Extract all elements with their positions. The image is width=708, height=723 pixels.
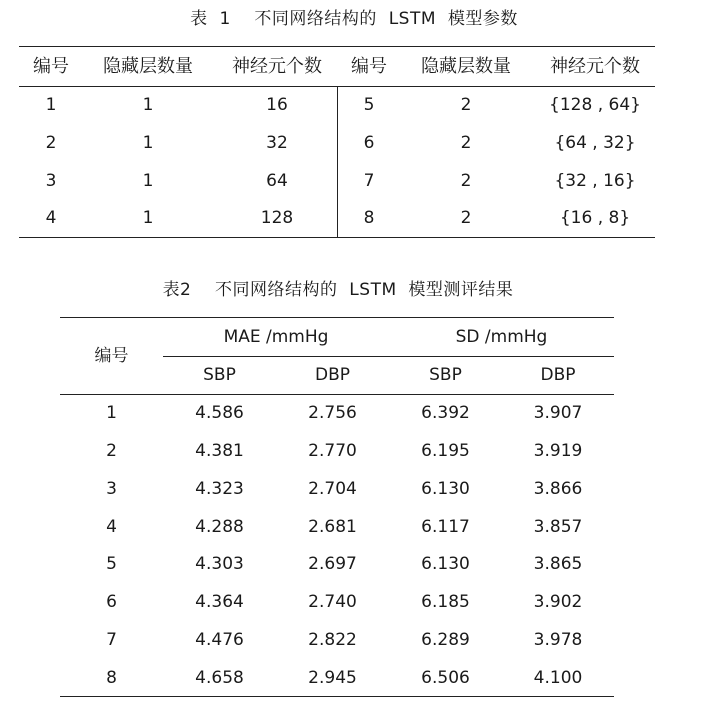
table2-cell: 3.978 [533, 630, 583, 650]
table1-header-layers-right: 隐藏层数量 [421, 56, 511, 77]
table2-cell: 3.865 [533, 554, 583, 574]
table2 [60, 317, 614, 697]
table2-cell: 4.303 [195, 554, 244, 574]
table2-cell: 4.586 [195, 403, 244, 423]
table1-cell: 1 [142, 133, 154, 153]
table2-header-mae: MAE /mmHg [223, 327, 329, 347]
table2-cell: 2.822 [308, 630, 357, 650]
table1-cell: 4 [45, 208, 57, 228]
table2-header-sd: SD /mmHg [455, 327, 548, 347]
table1-bottom-rule [19, 237, 655, 238]
table1-top-rule [19, 46, 655, 47]
table2-caption: 表2 不同网络结构的 LSTM 模型测评结果 [162, 280, 514, 300]
table2-cell: 4.323 [195, 479, 244, 499]
table1-header-neurons-left: 神经元个数 [232, 56, 322, 77]
table1-header-id-right: 编号 [351, 56, 387, 77]
table1-header-neurons-right: 神经元个数 [550, 56, 640, 77]
table2-cell: 4.658 [195, 668, 244, 688]
table2-cell: 4.100 [533, 668, 583, 688]
table1-cell: 2 [460, 133, 472, 153]
table1-cell: 16 [266, 95, 288, 115]
table2-cell: 6.289 [421, 630, 470, 650]
table2-cell: 3 [106, 479, 117, 499]
table2-cell: 6.117 [421, 517, 470, 537]
table2-cell: 6.130 [421, 554, 470, 574]
table2-cell: 3.866 [533, 479, 583, 499]
table1-cell: 5 [363, 95, 375, 115]
table1-cell: {64 , 32} [554, 133, 636, 153]
table2-subheader-sd-sbp: SBP [429, 365, 462, 385]
table1-cell: 2 [460, 95, 472, 115]
table1-cell: 1 [142, 95, 154, 115]
table2-cell: 2.697 [308, 554, 357, 574]
table2-cell: 2 [106, 441, 117, 461]
table2-cell: 2.770 [308, 441, 357, 461]
table2-cell: 3.919 [533, 441, 583, 461]
table2-cell: 6.506 [421, 668, 470, 688]
table2-cell: 4.364 [195, 592, 244, 612]
table1-cell: 1 [142, 171, 154, 191]
table1-caption: 表 1 不同网络结构的 LSTM 模型参数 [190, 9, 518, 29]
table2-cell: 6.130 [421, 479, 470, 499]
table2-cell: 4.476 [195, 630, 244, 650]
table1-cell: {128 , 64} [549, 95, 641, 115]
table1-cell: 3 [45, 171, 57, 191]
table2-cell: 4.288 [195, 517, 244, 537]
table2-subheader-mae-dbp: DBP [314, 365, 350, 385]
table2-cell: 6.195 [421, 441, 470, 461]
table2-cell: 2.945 [308, 668, 357, 688]
table2-cell: 2.740 [308, 592, 357, 612]
table1-cell: 7 [363, 171, 375, 191]
table1-cell: 1 [45, 95, 57, 115]
table2-cell: 1 [106, 403, 117, 423]
table2-cell: 6 [106, 592, 117, 612]
table1-cell: 8 [363, 208, 375, 228]
table2-subheader-sd-dbp: DBP [540, 365, 576, 385]
table2-cell: 4.381 [195, 441, 244, 461]
table2-cell: 3.857 [533, 517, 583, 537]
table1-cell: 1 [142, 208, 154, 228]
table1-cell: 6 [363, 133, 375, 153]
table1-cell: 2 [460, 171, 472, 191]
table1-header-id-left: 编号 [33, 56, 69, 77]
table2-cell: 3.902 [533, 592, 583, 612]
table2-cell: 7 [106, 630, 117, 650]
table2-cell: 6.185 [421, 592, 470, 612]
table2-cell: 2.704 [308, 479, 357, 499]
table2-header-id: 编号 [94, 346, 129, 366]
table1-cell: {32 , 16} [554, 171, 636, 191]
table2-cell: 6.392 [421, 403, 470, 423]
table1-cell: 2 [460, 208, 472, 228]
table2-cell: 5 [106, 554, 117, 574]
table2-cell: 3.907 [533, 403, 583, 423]
table1-header-layers-left: 隐藏层数量 [103, 56, 193, 77]
table2-cell: 2.681 [308, 517, 357, 537]
table1 [19, 46, 655, 238]
table1-cell: 64 [266, 171, 288, 191]
table1-cell: 32 [266, 133, 288, 153]
table2-cell: 2.756 [308, 403, 357, 423]
table2-cell: 8 [106, 668, 117, 688]
table1-cell: {16 , 8} [559, 208, 631, 228]
table2-cell: 4 [106, 517, 117, 537]
table2-subheader-mae-sbp: SBP [203, 365, 236, 385]
table1-cell: 2 [45, 133, 57, 153]
table1-cell: 128 [260, 208, 294, 228]
